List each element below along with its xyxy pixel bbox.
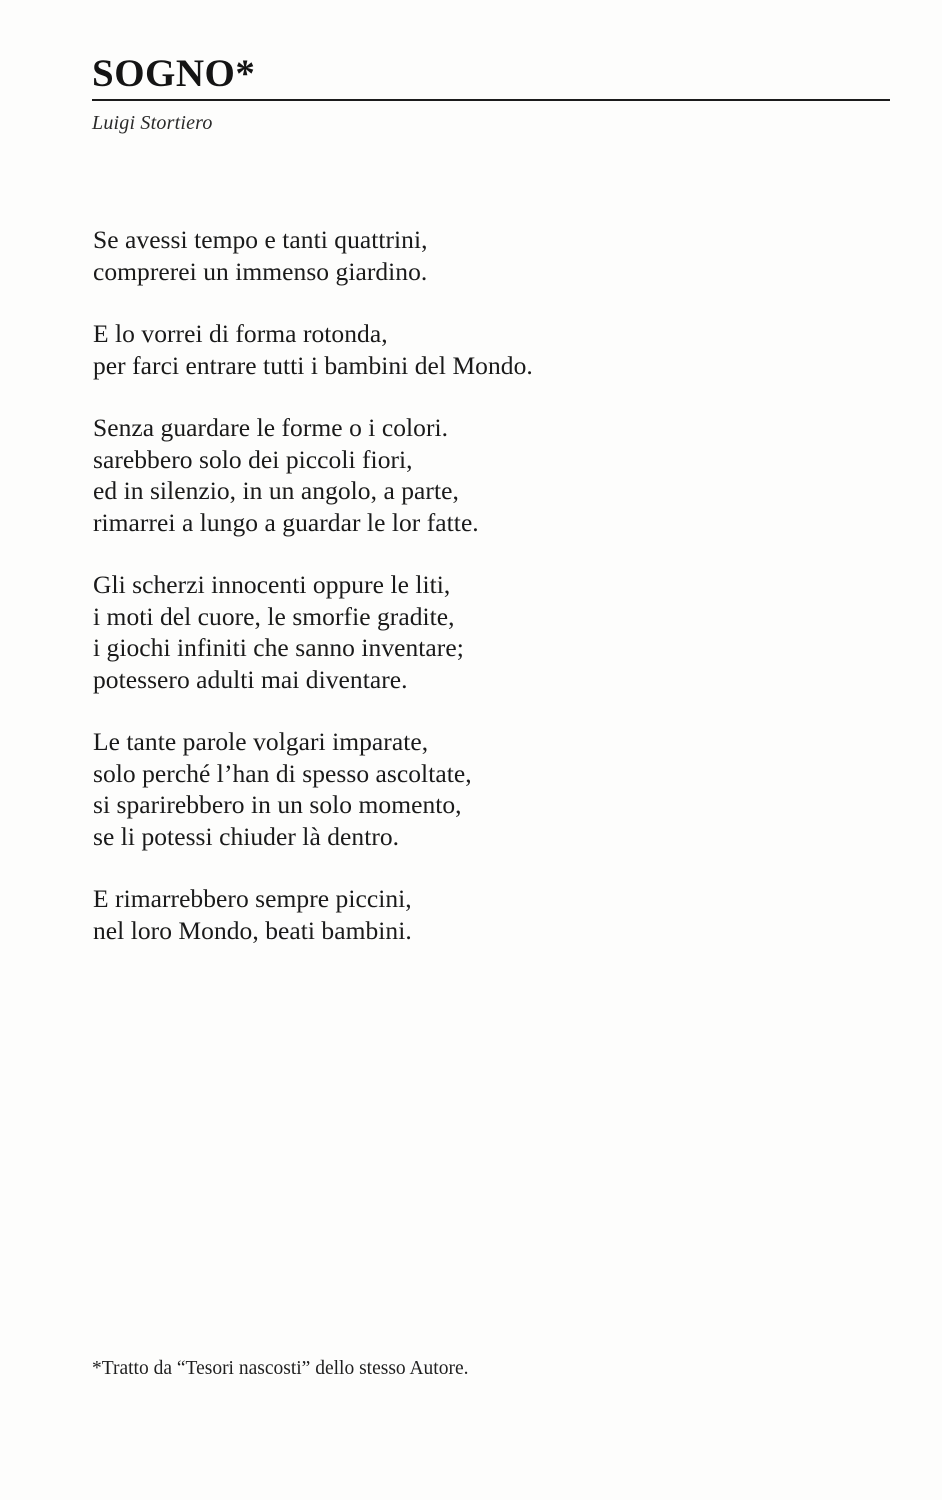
verse-line: potessero adulti mai diventare.: [93, 664, 408, 694]
verse-line: E rimarrebbero sempre piccini,: [93, 884, 412, 913]
verse-line: rimarrei a lungo a guardar le lor fatte.: [93, 507, 479, 537]
page-header: [92, 52, 890, 136]
verse-line: ed in silenzio, in un angolo, a parte,: [93, 476, 459, 505]
verse-line: si sparirebbero in un solo momento,: [93, 790, 462, 819]
footnote: *Tratto da “Tesori nascosti” dello stesso Autore.: [92, 1358, 469, 1379]
verse-line: Le tante parole volgari imparate,: [93, 727, 429, 756]
stanza: [93, 318, 853, 381]
verse-line: per farci entrare tutti i bambini del Mondo.: [93, 350, 533, 380]
verse-line: solo perché l’han di spesso ascoltate,: [93, 758, 472, 788]
verse-line: Se avessi tempo e tanti quattrini,: [93, 225, 428, 254]
author-byline: Luigi Stortiero: [92, 112, 213, 134]
stanza: [93, 883, 853, 946]
page-title: SOGNO*: [92, 52, 256, 95]
verse-line: comprerei un immenso giardino.: [93, 256, 428, 286]
verse-line: nel loro Mondo, beati bambini.: [93, 915, 412, 945]
verse-line: Gli scherzi innocenti oppure le liti,: [93, 570, 451, 599]
verse-line: i giochi infiniti che sanno inventare;: [93, 633, 464, 662]
verse-line: sarebbero solo dei piccoli fiori,: [93, 444, 413, 474]
stanza: [93, 224, 853, 287]
poem-body: [93, 224, 853, 946]
title-divider: [92, 99, 890, 101]
verse-line: Senza guardare le forme o i colori.: [93, 413, 449, 442]
verse-line: se li potessi chiuder là dentro.: [93, 821, 400, 851]
stanza: [93, 726, 853, 852]
verse-line: i moti del cuore, le smorfie gradite,: [93, 601, 455, 631]
stanza: [93, 569, 853, 695]
stanza: [93, 412, 853, 538]
verse-line: E lo vorrei di forma rotonda,: [93, 319, 388, 348]
